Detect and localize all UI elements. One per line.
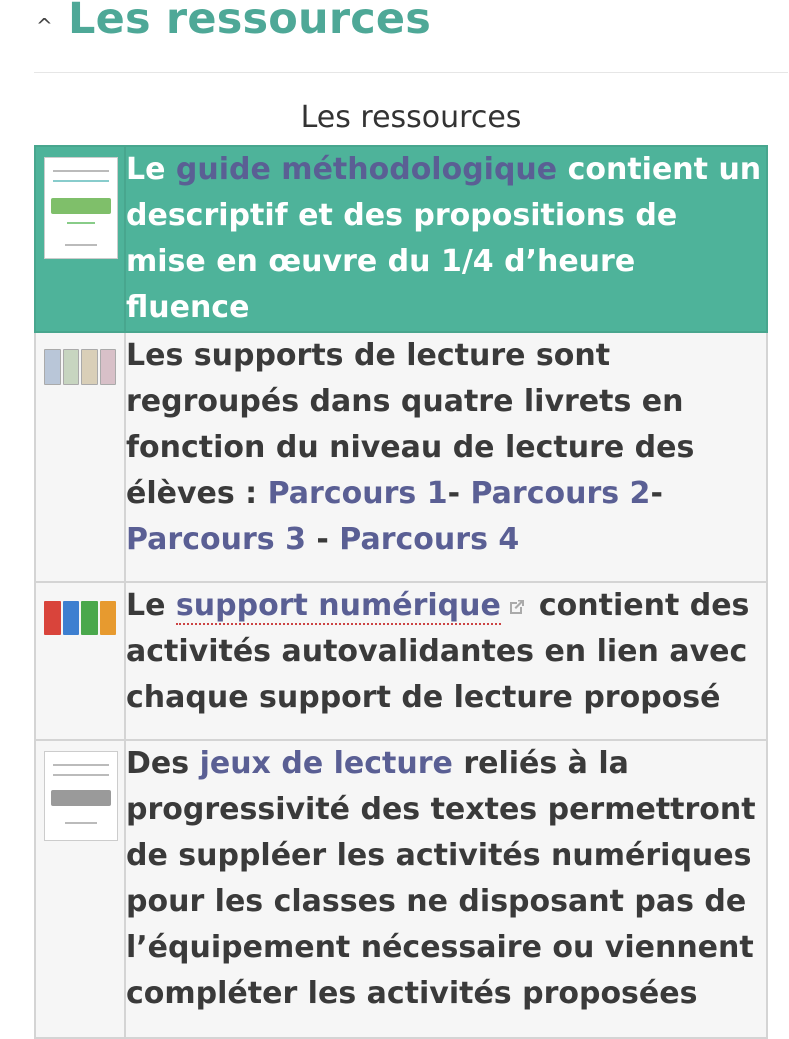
- row-text: [125, 582, 767, 740]
- row-text: [125, 740, 767, 1038]
- parcours-3-link[interactable]: Parcours 3: [126, 522, 306, 557]
- thumbnail-cell: [35, 146, 125, 332]
- resources-table: [34, 145, 768, 1039]
- jeux-de-lecture-link[interactable]: jeux de lecture: [199, 746, 453, 781]
- chevron-up-icon[interactable]: ^: [36, 14, 53, 38]
- parcours-2-link[interactable]: Parcours 2: [470, 476, 651, 511]
- table-caption: Les ressources: [300, 100, 522, 135]
- games-cover-icon[interactable]: [44, 751, 116, 841]
- guide-cover-icon[interactable]: [44, 157, 116, 259]
- section-title: Les ressources: [68, 0, 432, 44]
- support-numerique-link[interactable]: support numérique: [175, 588, 501, 623]
- digital-support-thumbnail-icon[interactable]: [44, 601, 116, 635]
- table-row: [35, 332, 767, 582]
- separator: -: [650, 476, 663, 511]
- parcours-1-link[interactable]: Parcours 1: [267, 476, 448, 511]
- text-segment: contient un descriptif et des propositions de mise en œuvre du 1/4 d’heure fluence: [126, 152, 762, 325]
- thumbnail-cell: [35, 582, 125, 740]
- text-segment: contient des activités autovalidantes en lien avec chaque support de lecture proposé: [126, 588, 750, 715]
- separator: -: [305, 522, 340, 557]
- thumbnail-cell: [35, 332, 125, 582]
- parcours-4-link[interactable]: Parcours 4: [339, 522, 520, 557]
- text-segment: reliés à la progressivité des textes permettront de suppléer les activités numériques pour les classes ne disposant pas de l’équipement nécessaire ou viennent compléter les activités proposées: [126, 746, 756, 1011]
- row-text: [125, 332, 767, 582]
- guide-methodologique-link[interactable]: guide méthodologique: [175, 152, 558, 187]
- booklets-thumbnail-icon[interactable]: [44, 349, 116, 385]
- thumbnail-cell: [35, 740, 125, 1038]
- text-segment: Les supports de lecture sont regroupés dans quatre livrets en fonction du niveau de lecture des élèves :: [126, 338, 695, 511]
- text-segment: Des: [126, 746, 200, 781]
- section-header[interactable]: [34, 0, 788, 73]
- text-segment: Le: [126, 588, 176, 623]
- table-row: [35, 740, 767, 1038]
- separator: -: [447, 476, 471, 511]
- table-row: [35, 582, 767, 740]
- text-segment: Le: [126, 152, 176, 187]
- table-row: [35, 146, 767, 332]
- external-link-icon[interactable]: [507, 597, 527, 617]
- row-text: [125, 146, 767, 332]
